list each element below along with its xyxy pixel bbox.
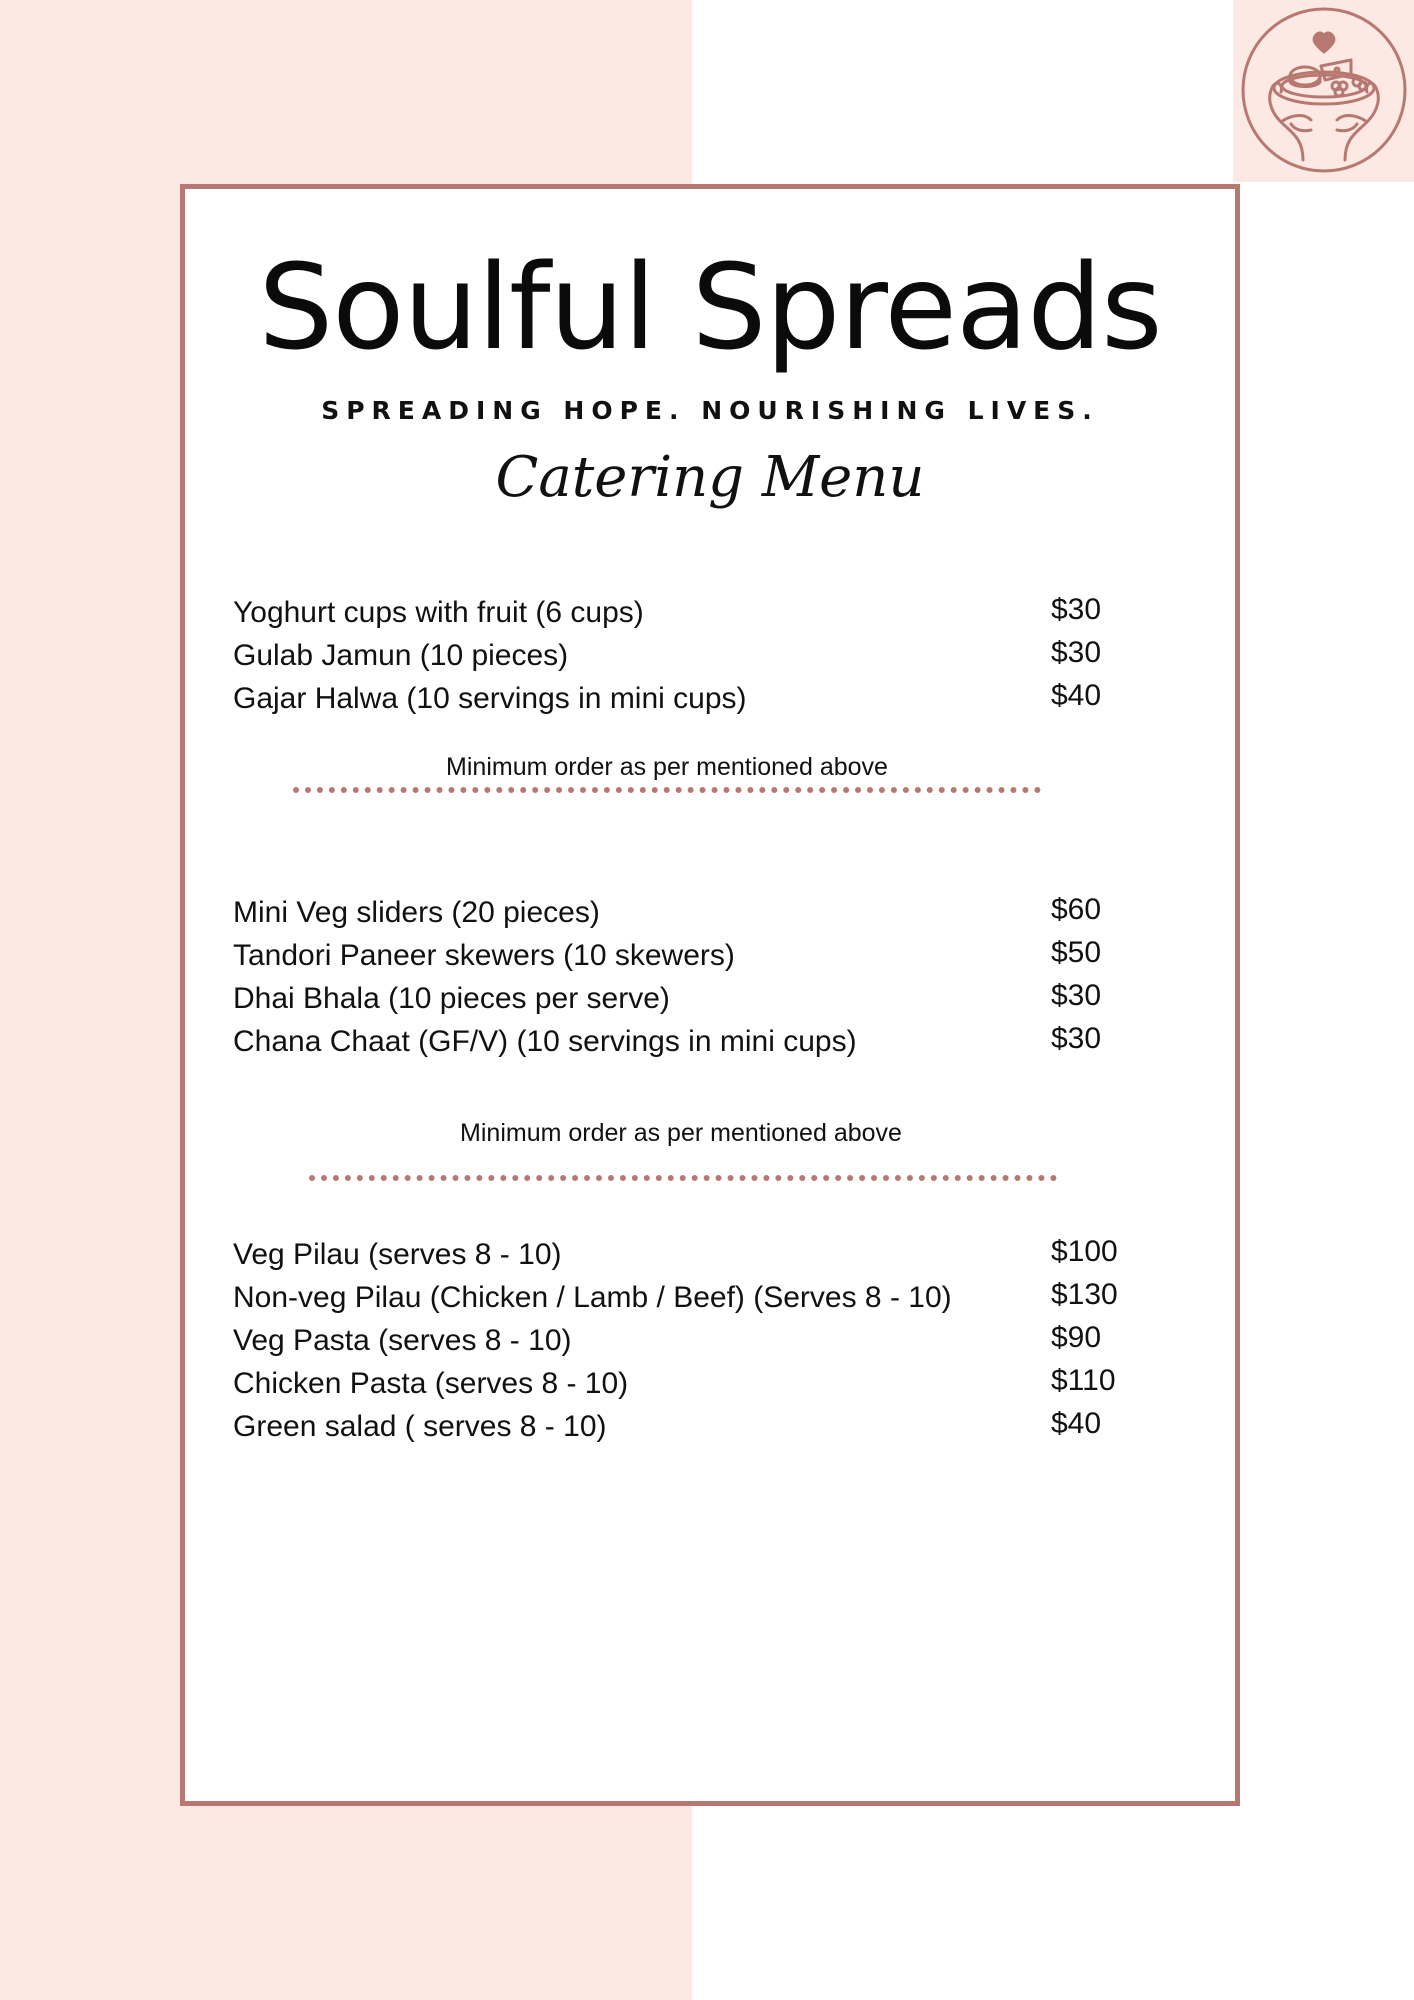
menu-item: [233, 634, 1133, 677]
menu-item: [233, 891, 1133, 934]
menu-item-price: $130: [1051, 1278, 1118, 1311]
menu-item: [233, 934, 1133, 977]
menu-item-price: $30: [1051, 636, 1102, 669]
menu-item-name: Mini Veg sliders (20 pieces): [233, 896, 600, 929]
hands-holding-food-icon: [1233, 0, 1414, 182]
menu-item-name: Tandori Paneer skewers (10 skewers): [233, 939, 735, 972]
menu-item-name: Yoghurt cups with fruit (6 cups): [233, 596, 644, 629]
menu-item-price: $40: [1051, 1407, 1102, 1440]
menu-item-name: Gulab Jamun (10 pieces): [233, 639, 569, 672]
menu-section-desserts: [233, 591, 1133, 720]
menu-item-price: $40: [1051, 679, 1102, 712]
menu-subtitle: Catering Menu: [495, 445, 925, 510]
menu-item-price: $50: [1051, 936, 1102, 969]
menu-item-price: $100: [1051, 1235, 1118, 1268]
dotted-divider: [309, 1175, 1057, 1181]
menu-item-name: Gajar Halwa (10 servings in mini cups): [233, 682, 747, 715]
menu-item: [233, 1020, 1133, 1063]
menu-item: [233, 1319, 1133, 1362]
menu-item: [233, 1362, 1133, 1405]
menu-title: Soulful Spreads: [258, 238, 1162, 376]
menu-item-name: Dhai Bhala (10 pieces per serve): [233, 982, 670, 1015]
menu-item-price: $110: [1051, 1364, 1116, 1397]
menu-item-price: $90: [1051, 1321, 1102, 1354]
minimum-order-note: Minimum order as per mentioned above: [460, 1119, 902, 1147]
minimum-order-note: Minimum order as per mentioned above: [446, 753, 888, 781]
menu-item-name: Green salad ( serves 8 - 10): [233, 1410, 607, 1443]
menu-item-name: Chicken Pasta (serves 8 - 10): [233, 1367, 629, 1400]
menu-item: [233, 1405, 1133, 1448]
menu-item-name: Non-veg Pilau (Chicken / Lamb / Beef) (Serves 8 - 10): [233, 1281, 952, 1314]
menu-item: [233, 1233, 1133, 1276]
menu-item: [233, 677, 1133, 720]
menu-item-name: Veg Pilau (serves 8 - 10): [233, 1238, 562, 1271]
menu-item-price: $30: [1051, 979, 1102, 1012]
menu-section-snacks: [233, 891, 1133, 1063]
logo: [1233, 0, 1414, 182]
menu-card: [180, 184, 1240, 1806]
menu-item-price: $30: [1051, 1022, 1102, 1055]
dotted-divider: [293, 787, 1041, 793]
menu-section-mains: [233, 1233, 1133, 1448]
menu-item-price: $30: [1051, 593, 1102, 626]
menu-item-price: $60: [1051, 893, 1102, 926]
tagline: SPREADING HOPE. NOURISHING LIVES.: [321, 396, 1099, 425]
menu-item-name: Chana Chaat (GF/V) (10 servings in mini cups): [233, 1025, 857, 1058]
menu-item-name: Veg Pasta (serves 8 - 10): [233, 1324, 572, 1357]
menu-item: [233, 1276, 1133, 1319]
menu-item: [233, 977, 1133, 1020]
menu-item: [233, 591, 1133, 634]
